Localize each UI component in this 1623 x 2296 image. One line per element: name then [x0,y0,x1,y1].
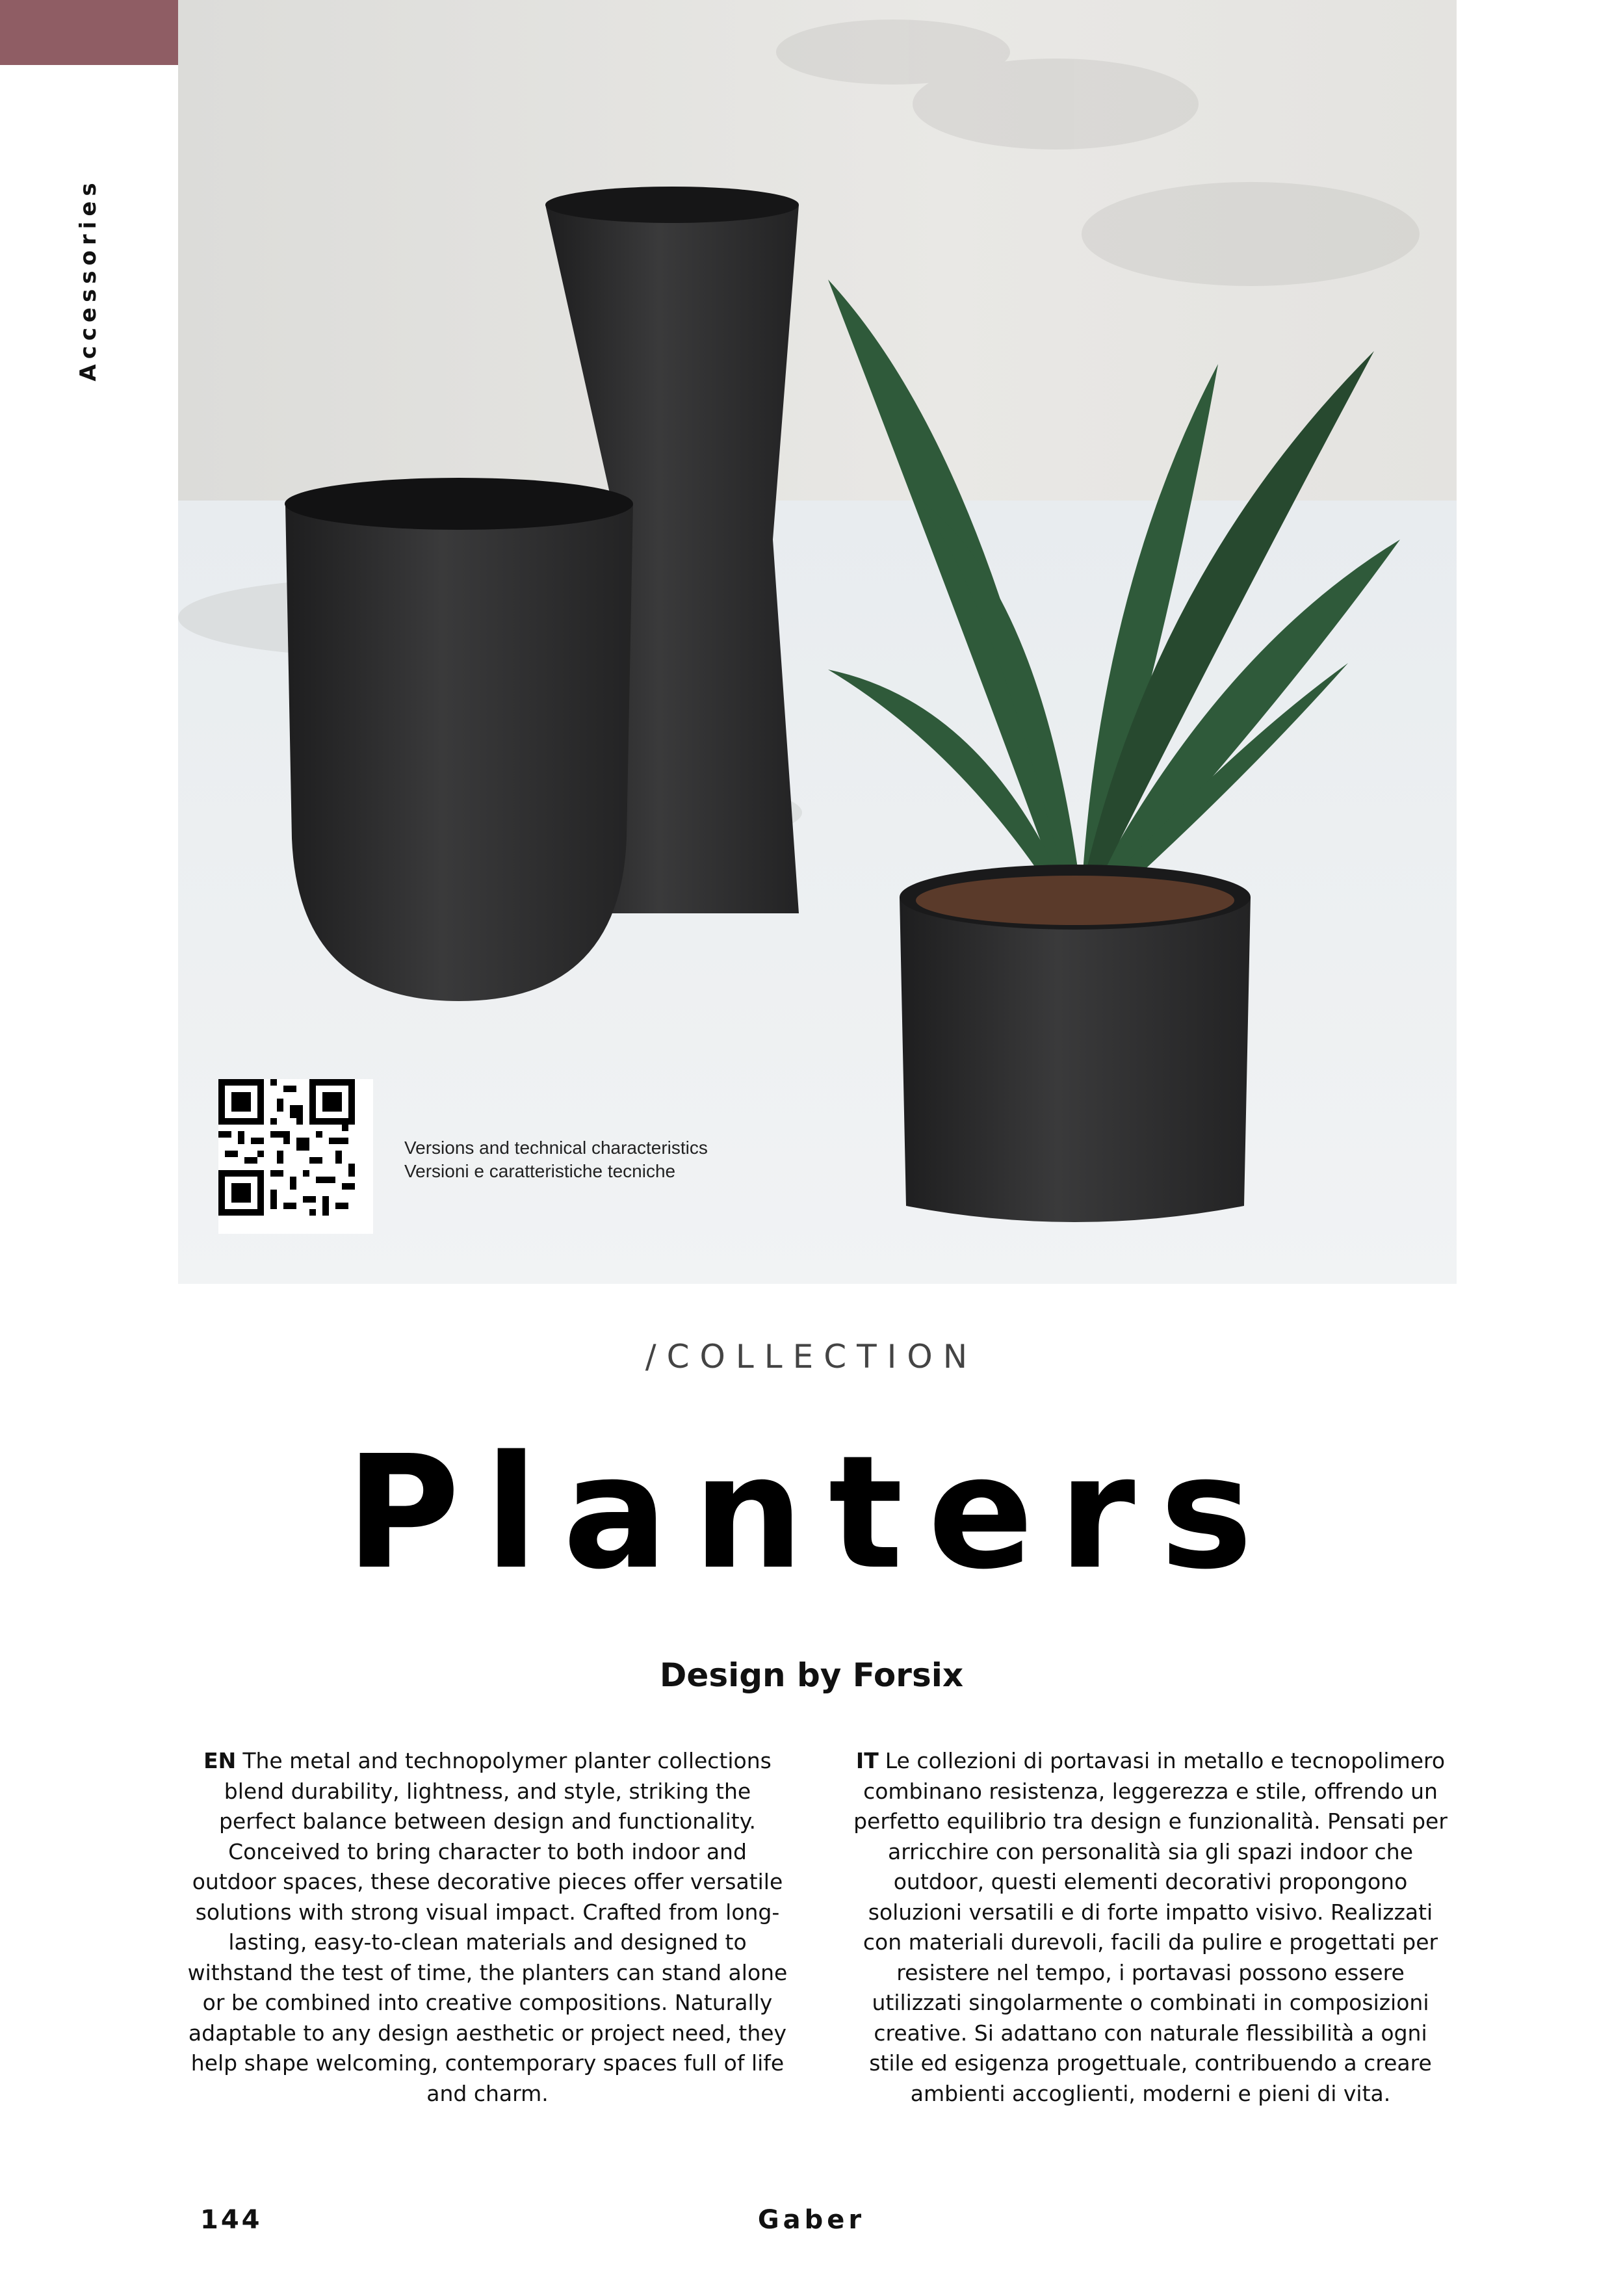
section-label: Accessories [75,177,101,382]
qr-code-icon [218,1079,355,1216]
english-body: The metal and technopolymer planter collections blend durability, lightness, and style, striking the perfect balance between design and functionality. Conceived to bring character to both indoor and outdoor spaces, these decorative pieces offer versatile solutions with strong visual impact. Crafted from long-lasting, easy-to-clean materials and designed to withstand the test of time, the planters can stand alone or be combined into creative compositions. Naturally adaptable to any design aesthetic or project need, they help shape welcoming, contemporary spaces full of life and charm. [187,1748,788,2106]
qr-caption-en: Versions and technical characteristics [404,1138,708,1158]
page-number: 144 [200,2205,263,2235]
qr-caption-it: Versioni e caratteristiche tecniche [404,1161,676,1181]
collection-kicker: /COLLECTION [645,1338,978,1376]
hero-photo [178,0,1457,1284]
brand-name: Gaber [757,2205,866,2235]
page-title: Planters [345,1422,1278,1604]
designer-byline: Design by Forsix [659,1656,964,1694]
english-description [185,1746,790,2109]
italian-description [848,1746,1453,2109]
language-tag-it: IT [855,1748,879,1773]
italian-body: Le collezioni di portavasi in metallo e tecnopolimero combinano resistenza, leggerezza e stile, offrendo un perfetto equilibrio tra design e funzionalità. Pensati per arricchire con personalità sia gli spazi indoor che outdoor, questi elementi decorativi propongono soluzioni versatili e di forte impatto visivo. Realizzati con materiali durevoli, facili da pulire e progettati per resistere nel tempo, i portavasi possono essere utilizzati singolarmente o combinati in composizioni creative. Si adattano con naturale flessibilità a ogni stile ed esigenza progettuale, contribuendo a creare ambienti accoglienti, moderni e pieni di vita. [853,1748,1448,2106]
qr-caption [404,1136,708,1183]
section-color-tab [0,0,178,65]
language-tag-en: EN [203,1748,237,1773]
qr-code[interactable] [218,1079,373,1234]
